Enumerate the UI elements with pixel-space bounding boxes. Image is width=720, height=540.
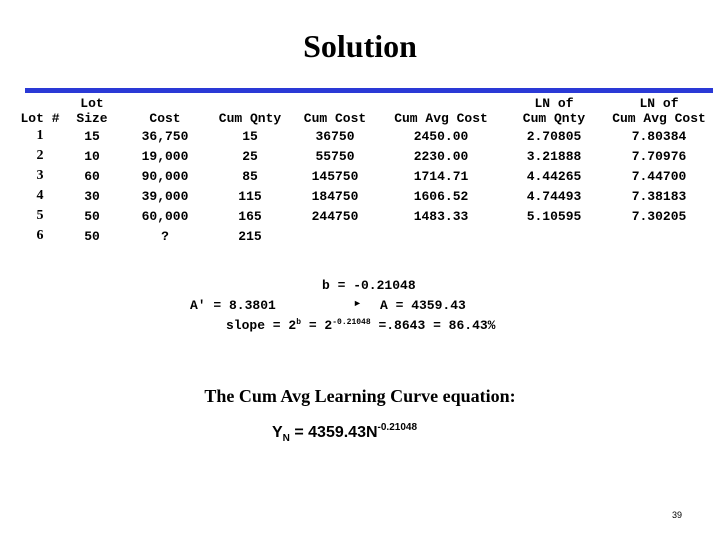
table-cell: 39,000: [141, 188, 189, 204]
table-cell: 2230.00: [413, 148, 469, 164]
learning-curve-table: [18, 96, 714, 246]
table-cell: 50: [84, 228, 100, 244]
table-cell: 30: [84, 188, 100, 204]
table-cell: 215: [238, 228, 262, 244]
table-cell: 7.80384: [631, 128, 687, 144]
table-cell: 2450.00: [413, 128, 469, 144]
table-cell: 4.74493: [526, 188, 582, 204]
header-cell: Cum Cost: [303, 111, 367, 126]
table-cell: [504, 226, 604, 246]
table-cell: 50: [84, 208, 100, 224]
table-cell: 15: [84, 128, 100, 144]
table-cell: 1: [36, 128, 44, 143]
table-cell: 244750: [311, 208, 359, 224]
table-cell: 7.38183: [631, 188, 687, 204]
table-cell: 6: [36, 228, 44, 243]
table-cell: 3.21888: [526, 148, 582, 164]
table-cell: 115: [238, 188, 262, 204]
table-cell: 145750: [311, 168, 359, 184]
table-row: [18, 146, 714, 166]
table-cell: 4.44265: [526, 168, 582, 184]
equation-caption: The Cum Avg Learning Curve equation:: [204, 386, 516, 406]
table-cell: 1606.52: [413, 188, 469, 204]
b-value: b = -0.21048: [322, 278, 416, 293]
table-cell: 165: [238, 208, 262, 224]
header-cell: Lot #: [20, 111, 60, 126]
header-cell: LN of Cum Qnty: [522, 96, 586, 126]
table-cell: [604, 226, 714, 246]
table-cell: 60: [84, 168, 100, 184]
table-cell: 5.10595: [526, 208, 582, 224]
equation-lhs: Y: [272, 424, 283, 441]
table-cell: 85: [242, 168, 258, 184]
table-cell: 7.70976: [631, 148, 687, 164]
arrow-icon: ►: [353, 298, 362, 308]
table-cell: ?: [161, 228, 169, 244]
table-cell: 1483.33: [413, 208, 469, 224]
equation-lhs-subscript: N: [282, 433, 290, 444]
slope-formula: [226, 318, 495, 333]
page-number: 39: [672, 510, 683, 520]
header-cell: Cum Qnty: [218, 111, 282, 126]
table-cell: 3: [36, 168, 44, 183]
table-cell: 55750: [315, 148, 355, 164]
table-cell: 90,000: [141, 168, 189, 184]
table-cell: 60,000: [141, 208, 189, 224]
table-row: [18, 166, 714, 186]
table-cell: 7.44700: [631, 168, 687, 184]
slide-title: Solution: [303, 28, 417, 64]
table-cell: 2: [36, 148, 44, 163]
table-cell: 4: [36, 188, 44, 203]
table-cell: [292, 226, 378, 246]
table-cell: 7.30205: [631, 208, 687, 224]
header-cell: Lot Size: [76, 96, 108, 126]
header-cell: Cum Avg Cost: [394, 111, 488, 126]
table-cell: 15: [242, 128, 258, 144]
table-row: [18, 226, 714, 246]
title-divider: [25, 88, 713, 93]
table-row: [18, 206, 714, 226]
header-cell: LN of Cum Avg Cost: [612, 96, 706, 126]
slope-result: =.8643 = 86.43%: [370, 318, 496, 333]
table-cell: 2.70805: [526, 128, 582, 144]
a-value: A = 4359.43: [380, 298, 466, 313]
header-cell: Cost: [149, 111, 181, 126]
equation-rhs: = 4359.43N: [289, 424, 378, 441]
table-cell: 36,750: [141, 128, 189, 144]
slope-exponent-value: -0.21048: [332, 318, 371, 327]
slope-exponent-b: b: [296, 318, 302, 327]
table-row: [18, 126, 714, 146]
table-cell: 36750: [315, 128, 355, 144]
table-cell: 25: [242, 148, 258, 164]
equation-exponent: -0.21048: [377, 422, 418, 433]
table-cell: [378, 226, 504, 246]
table-row: [18, 186, 714, 206]
learning-curve-equation: [272, 422, 417, 444]
a-prime-value: A' = 8.3801: [190, 298, 276, 313]
slope-mid: = 2: [301, 318, 333, 333]
table-header-row: [18, 96, 714, 126]
table-cell: 19,000: [141, 148, 189, 164]
table-cell: 10: [84, 148, 100, 164]
slope-prefix: slope = 2: [226, 318, 297, 333]
table-cell: 1714.71: [413, 168, 469, 184]
table-cell: 5: [36, 208, 44, 223]
table-cell: 184750: [311, 188, 359, 204]
